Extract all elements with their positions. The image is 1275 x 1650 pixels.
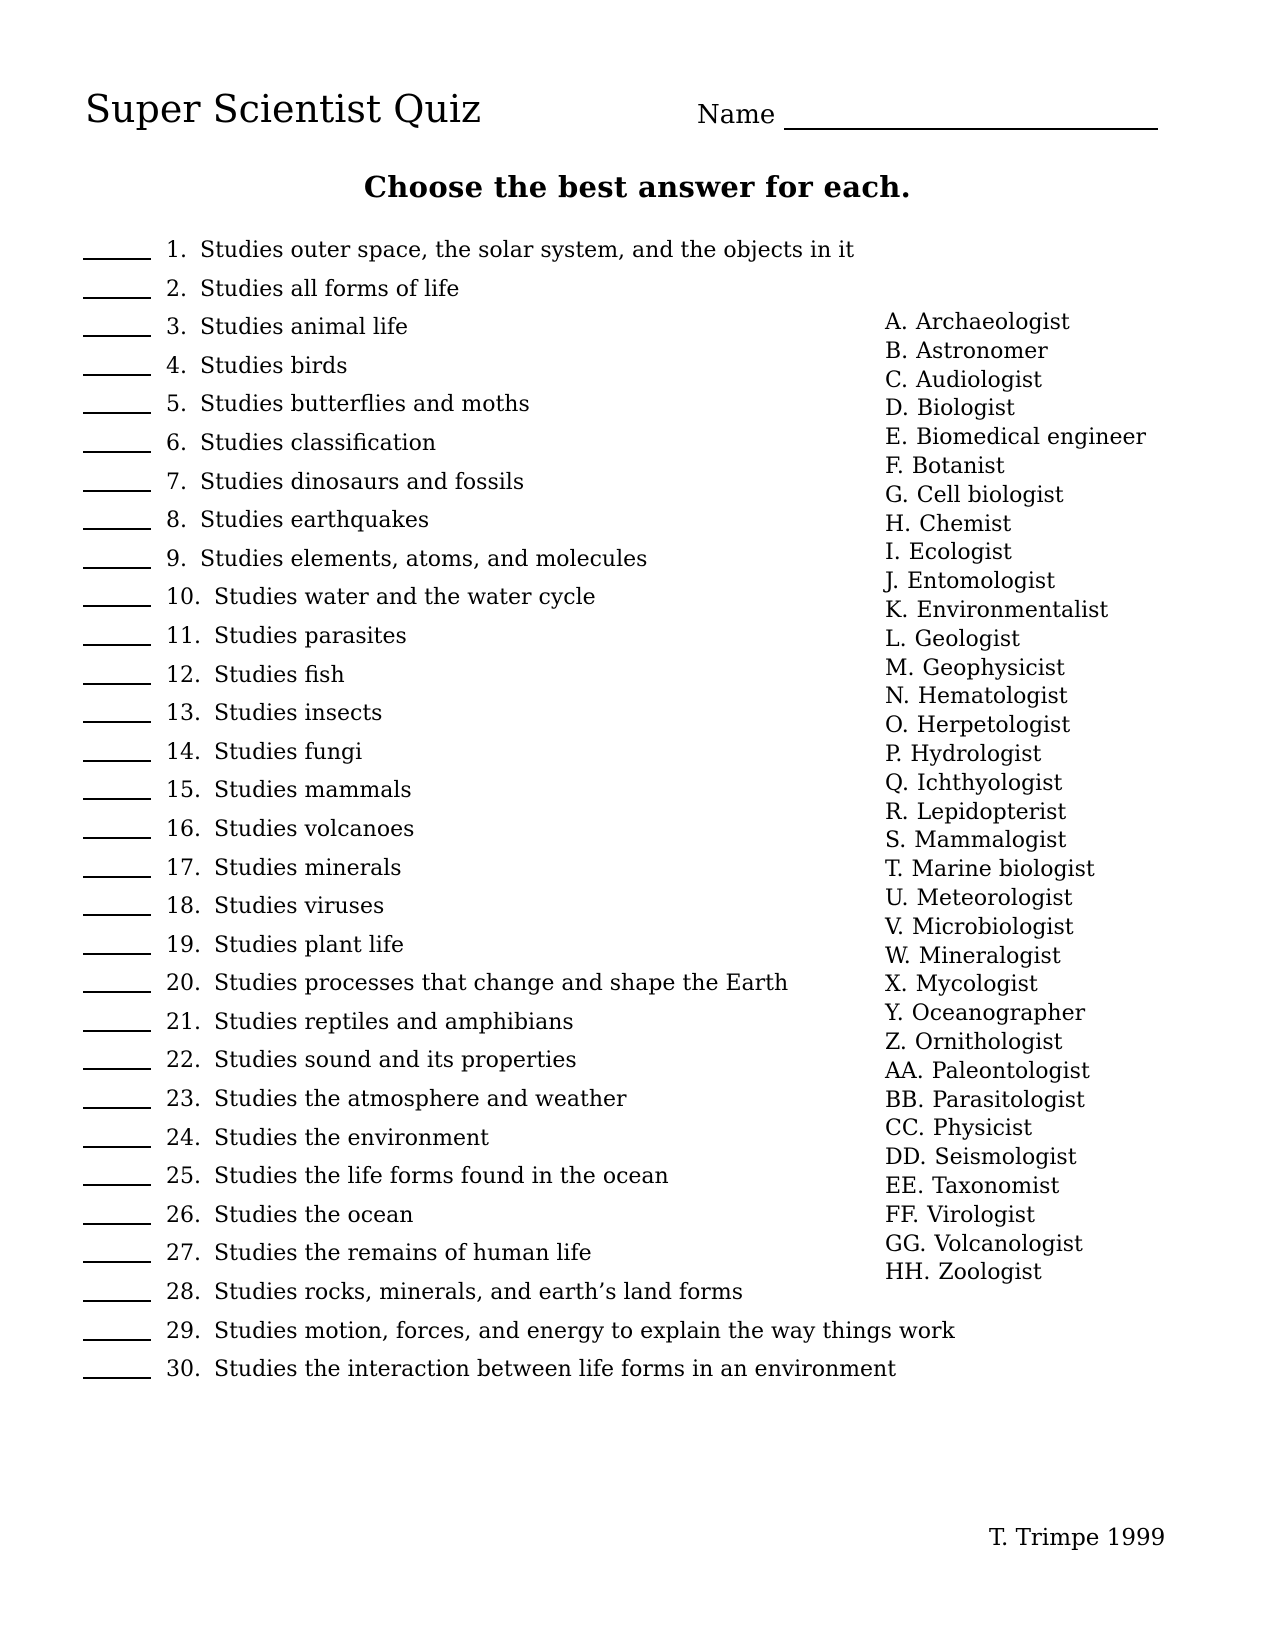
question-row — [83, 309, 955, 348]
question-row — [83, 425, 955, 464]
question-text: Studies insects — [214, 701, 383, 727]
option-letter: R. — [885, 799, 909, 825]
answer-option — [885, 683, 1146, 712]
question-row — [83, 734, 955, 773]
answer-blank[interactable] — [83, 953, 151, 955]
option-text: Cell biologist — [916, 482, 1064, 508]
answer-blank[interactable] — [83, 721, 151, 723]
question-row — [83, 885, 955, 927]
answer-blank[interactable] — [83, 1223, 151, 1225]
answer-option — [885, 482, 1146, 511]
answer-blank[interactable] — [83, 605, 151, 607]
question-text: Studies plant life — [214, 932, 404, 958]
option-text: Microbiologist — [912, 914, 1074, 940]
question-number: 13. — [166, 701, 201, 727]
question-text: Studies mammals — [214, 778, 412, 804]
question-text: Studies all forms of life — [200, 276, 460, 302]
question-row — [83, 927, 955, 966]
option-letter: W. — [885, 943, 911, 969]
option-text: Taxonomist — [932, 1173, 1060, 1199]
question-number: 30. — [166, 1357, 201, 1383]
answer-option — [885, 770, 1146, 799]
option-letter: A. — [885, 310, 908, 335]
answer-option — [885, 1144, 1146, 1173]
option-letter: N. — [885, 684, 910, 710]
question-number: 26. — [166, 1202, 201, 1228]
question-number: 23. — [166, 1087, 201, 1113]
answer-blank[interactable] — [83, 258, 151, 260]
page-title: Super Scientist Quiz — [85, 87, 482, 131]
answer-blank[interactable] — [83, 297, 151, 299]
option-letter: Y. — [885, 1001, 904, 1027]
answer-blank[interactable] — [83, 1146, 151, 1148]
question-number: 17. — [166, 855, 201, 881]
question-text: Studies butterflies and moths — [200, 392, 530, 418]
option-text: Paleontologist — [931, 1058, 1090, 1084]
option-letter: CC. — [885, 1116, 925, 1142]
answer-option — [885, 856, 1146, 885]
question-row — [83, 618, 955, 657]
option-letter: HH. — [885, 1260, 931, 1286]
question-row — [83, 1004, 955, 1043]
answer-blank[interactable] — [83, 1107, 151, 1109]
answer-option — [885, 424, 1146, 453]
question-number: 24. — [166, 1125, 201, 1151]
question-number: 28. — [166, 1280, 201, 1306]
question-number: 7. — [166, 469, 187, 495]
answer-option — [885, 597, 1146, 626]
option-text: Hematologist — [917, 684, 1068, 710]
answer-option — [885, 338, 1146, 367]
answer-blank[interactable] — [83, 567, 151, 569]
answer-option — [885, 539, 1146, 568]
option-text: Marine biologist — [911, 857, 1095, 883]
option-text: Mammalogist — [914, 828, 1067, 854]
option-letter: X. — [885, 972, 908, 998]
answer-option — [885, 885, 1146, 914]
option-text: Geophysicist — [922, 655, 1065, 681]
question-text: Studies the environment — [214, 1125, 489, 1151]
option-text: Oceanographer — [911, 1001, 1086, 1027]
question-text: Studies the interaction between life forms in an environment — [214, 1357, 897, 1383]
question-number: 3. — [166, 315, 187, 341]
answer-option — [885, 971, 1146, 1000]
answer-option — [885, 1058, 1146, 1087]
answer-blank[interactable] — [83, 1184, 151, 1186]
question-number: 19. — [166, 932, 201, 958]
answer-option — [885, 1259, 1146, 1288]
option-text: Botanist — [911, 453, 1005, 479]
option-text: Physicist — [932, 1116, 1033, 1142]
option-text: Chemist — [919, 511, 1012, 537]
question-row — [83, 579, 955, 618]
option-text: Ecologist — [908, 540, 1012, 566]
answer-option — [885, 511, 1146, 540]
question-text: Studies elements, atoms, and molecules — [200, 546, 648, 572]
question-text: Studies the atmosphere and weather — [214, 1087, 627, 1113]
question-row — [83, 464, 955, 503]
answer-option — [885, 367, 1146, 396]
option-text: Environmentalist — [916, 597, 1109, 623]
option-letter: EE. — [885, 1173, 925, 1199]
question-number: 25. — [166, 1164, 201, 1190]
answer-blank[interactable] — [83, 1261, 151, 1263]
answer-option — [885, 1173, 1146, 1202]
answer-option — [885, 712, 1146, 741]
option-letter: C. — [885, 367, 909, 393]
answer-option — [885, 568, 1146, 597]
option-text: Biologist — [916, 396, 1015, 422]
question-row — [83, 1158, 955, 1197]
question-row — [83, 772, 955, 811]
option-letter: F. — [885, 453, 904, 479]
answer-blank[interactable] — [83, 1377, 151, 1379]
name-input-line[interactable] — [784, 96, 1158, 130]
question-row — [83, 850, 955, 889]
question-number: 12. — [166, 662, 201, 688]
question-row — [83, 1235, 955, 1274]
answer-blank[interactable] — [83, 798, 151, 800]
instruction-heading: Choose the best answer for each. — [363, 170, 912, 204]
question-text: Studies the ocean — [214, 1202, 414, 1228]
option-letter: FF. — [885, 1202, 920, 1228]
option-text: Mycologist — [915, 972, 1038, 998]
answer-option — [885, 655, 1146, 684]
answer-blank[interactable] — [83, 1300, 151, 1302]
question-text: Studies viruses — [214, 894, 385, 920]
answer-option — [885, 395, 1146, 424]
option-text: Geologist — [914, 626, 1020, 652]
option-text: Biomedical engineer — [916, 425, 1147, 451]
question-row — [83, 348, 955, 387]
answer-option — [885, 943, 1146, 972]
option-text: Entomologist — [907, 569, 1056, 595]
option-letter: BB. — [885, 1087, 925, 1113]
option-letter: J. — [885, 569, 900, 595]
option-letter: Z. — [885, 1029, 907, 1055]
question-text: Studies parasites — [214, 623, 407, 649]
option-letter: T. — [885, 857, 904, 883]
option-letter: V. — [885, 914, 905, 940]
question-row — [83, 386, 955, 425]
answer-option — [885, 799, 1146, 828]
option-text: Hydrologist — [910, 741, 1042, 767]
option-text: Meteorologist — [916, 885, 1073, 911]
question-row — [83, 541, 955, 580]
option-letter: H. — [885, 511, 912, 537]
option-letter: B. — [885, 338, 909, 364]
question-row — [83, 1313, 955, 1352]
option-text: Zoologist — [938, 1260, 1042, 1286]
question-number: 11. — [166, 623, 201, 649]
question-row — [83, 1042, 955, 1081]
question-row — [83, 1351, 955, 1390]
question-text: Studies water and the water cycle — [214, 585, 596, 611]
question-number: 29. — [166, 1318, 201, 1344]
question-number: 16. — [166, 816, 201, 842]
question-text: Studies dinosaurs and fossils — [200, 469, 525, 495]
name-label: Name — [697, 100, 776, 130]
question-text: Studies earthquakes — [200, 508, 430, 534]
option-letter: DD. — [885, 1145, 927, 1171]
question-number: 1. — [166, 238, 187, 263]
question-text: Studies the remains of human life — [214, 1241, 592, 1267]
option-letter: O. — [885, 713, 909, 739]
option-text: Astronomer — [916, 338, 1048, 364]
option-letter: U. — [885, 885, 909, 911]
question-text: Studies motion, forces, and energy to explain the way things work — [214, 1318, 955, 1344]
questions-list — [83, 232, 955, 1390]
option-letter: K. — [885, 597, 909, 623]
option-letter: AA. — [885, 1058, 924, 1084]
answer-option — [885, 1087, 1146, 1116]
option-text: Virologist — [927, 1202, 1035, 1228]
question-row — [83, 695, 955, 734]
question-number: 22. — [166, 1048, 201, 1074]
option-text: Lepidopterist — [916, 799, 1067, 825]
question-number: 21. — [166, 1009, 201, 1035]
answer-option — [885, 1202, 1146, 1231]
answer-blank[interactable] — [83, 837, 151, 839]
answer-blank[interactable] — [83, 335, 151, 337]
option-text: Archaeologist — [915, 310, 1070, 335]
question-number: 6. — [166, 430, 187, 456]
question-row — [83, 232, 955, 271]
option-text: Mineralogist — [918, 943, 1061, 969]
question-row — [83, 502, 955, 541]
question-text: Studies fish — [214, 662, 345, 688]
answer-option — [885, 626, 1146, 655]
answer-blank[interactable] — [83, 451, 151, 453]
question-text: Studies rocks, minerals, and earth’s land forms — [214, 1280, 743, 1306]
option-letter: D. — [885, 396, 909, 422]
option-letter: M. — [885, 655, 915, 681]
answer-option — [885, 453, 1146, 482]
answer-blank[interactable] — [83, 876, 151, 878]
question-number: 2. — [166, 276, 187, 302]
option-letter: Q. — [885, 770, 909, 796]
question-number: 20. — [166, 971, 201, 997]
question-row — [83, 657, 955, 696]
footer-credit: T. Trimpe 1999 — [989, 1525, 1166, 1551]
answer-blank[interactable] — [83, 760, 151, 762]
question-row — [83, 1120, 955, 1159]
question-number: 8. — [166, 508, 187, 534]
question-row — [83, 271, 955, 310]
answer-option — [885, 309, 1146, 338]
answer-blank[interactable] — [83, 412, 151, 414]
question-number: 10. — [166, 585, 201, 611]
answer-blank[interactable] — [83, 490, 151, 492]
question-text: Studies fungi — [214, 739, 363, 765]
question-number: 18. — [166, 894, 201, 920]
question-text: Studies minerals — [214, 855, 402, 881]
answer-blank[interactable] — [83, 991, 151, 993]
option-text: Ichthyologist — [916, 770, 1063, 796]
option-text: Ornithologist — [914, 1029, 1063, 1055]
option-letter: G. — [885, 482, 909, 508]
answer-option — [885, 1115, 1146, 1144]
question-row — [83, 1081, 955, 1120]
question-text: Studies outer space, the solar system, and the objects in it — [200, 238, 855, 263]
question-number: 9. — [166, 546, 187, 572]
answer-option — [885, 741, 1146, 770]
question-number: 4. — [166, 353, 187, 379]
question-number: 14. — [166, 739, 201, 765]
question-text: Studies processes that change and shape the Earth — [214, 971, 789, 997]
option-text: Parasitologist — [932, 1087, 1085, 1113]
question-text: Studies sound and its properties — [214, 1048, 577, 1074]
option-text: Volcanologist — [934, 1231, 1083, 1257]
option-letter: GG. — [885, 1231, 927, 1257]
option-letter: P. — [885, 741, 903, 767]
answer-blank[interactable] — [83, 683, 151, 685]
question-text: Studies classification — [200, 430, 436, 456]
answer-blank[interactable] — [83, 644, 151, 646]
answer-blank[interactable] — [83, 528, 151, 530]
answer-blank[interactable] — [83, 914, 151, 916]
question-row — [83, 1274, 955, 1313]
question-number: 27. — [166, 1241, 201, 1267]
question-text: Studies the life forms found in the ocean — [214, 1164, 669, 1190]
question-text: Studies reptiles and amphibians — [214, 1009, 574, 1035]
answer-option — [885, 1000, 1146, 1029]
question-row — [83, 811, 955, 850]
answer-option — [885, 827, 1146, 856]
option-letter: I. — [885, 540, 901, 566]
option-text: Audiologist — [916, 367, 1042, 393]
option-letter: E. — [885, 425, 909, 451]
question-text: Studies volcanoes — [214, 816, 415, 842]
answer-option — [885, 1231, 1146, 1260]
answer-blank[interactable] — [83, 1030, 151, 1032]
answer-options-list — [885, 309, 1146, 1288]
answer-option — [885, 914, 1146, 943]
answer-blank[interactable] — [83, 1068, 151, 1070]
question-row — [83, 1197, 955, 1236]
option-letter: S. — [885, 828, 907, 854]
question-row — [83, 965, 955, 1004]
answer-blank[interactable] — [83, 1339, 151, 1341]
question-text: Studies birds — [200, 353, 348, 379]
question-number: 5. — [166, 392, 187, 418]
option-text: Seismologist — [934, 1145, 1077, 1171]
answer-option — [885, 1029, 1146, 1058]
option-text: Herpetologist — [916, 713, 1071, 739]
option-letter: L. — [885, 626, 907, 652]
question-number: 15. — [166, 778, 201, 804]
question-text: Studies animal life — [200, 315, 409, 341]
answer-blank[interactable] — [83, 374, 151, 376]
